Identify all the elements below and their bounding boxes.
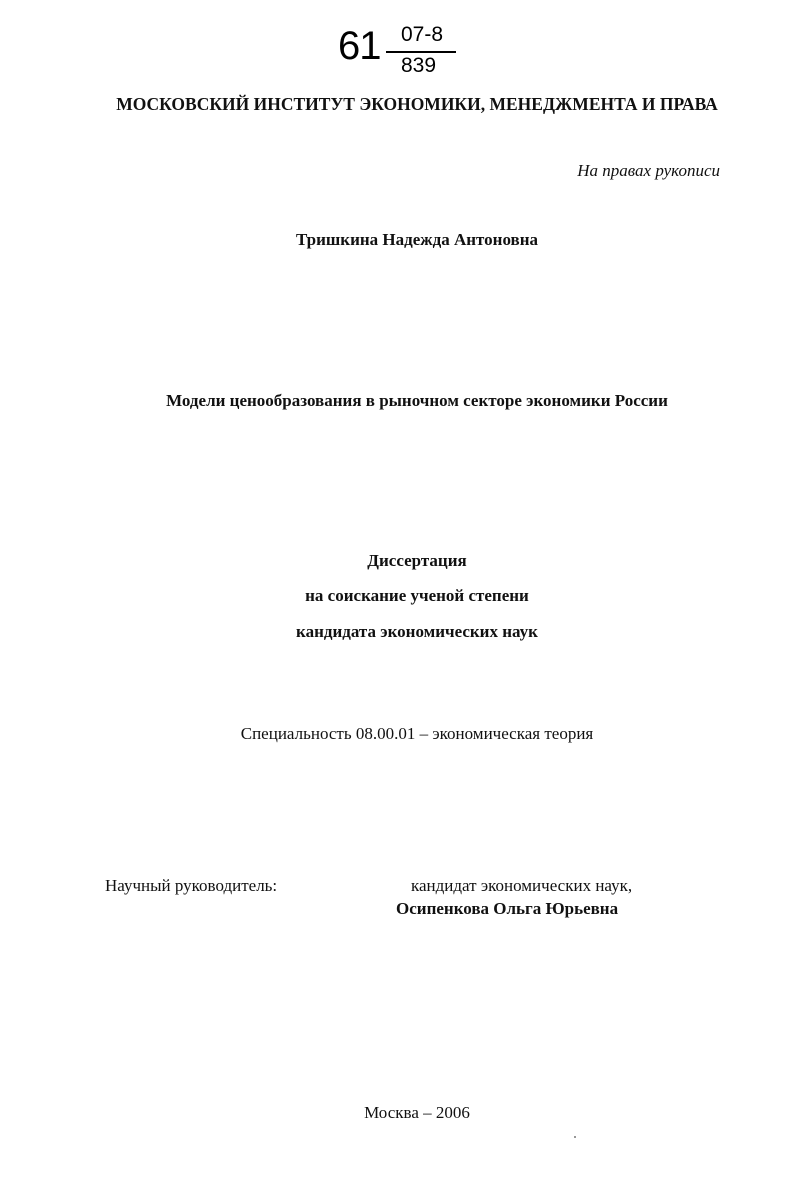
specialty: Специальность 08.00.01 – экономическая теория (240, 724, 594, 743)
author-name: Тришкина Надежда Антоновна (295, 230, 539, 249)
supervisor-label: Научный руководитель: (105, 876, 278, 895)
degree-name: кандидата экономических наук (296, 622, 538, 641)
dissertation-title: Модели ценообразования в рыночном секторе экономики России (166, 391, 668, 410)
supervisor-degree: кандидат экономических наук, (411, 876, 633, 895)
dissertation-label: Диссертация (367, 551, 467, 570)
catalog-stamp-numerator: 07-8 (401, 23, 444, 46)
city-year: Москва – 2006 (364, 1103, 470, 1122)
supervisor-name: Осипенкова Ольга Юрьевна (396, 899, 619, 918)
catalog-stamp-fraction-line (386, 51, 456, 53)
rights-note: На правах рукописи (577, 161, 720, 180)
catalog-stamp-main: 61 (338, 24, 381, 68)
institute-name: МОСКОВСКИЙ ИНСТИТУТ ЭКОНОМИКИ, МЕНЕДЖМЕНТА И ПРАВА (116, 94, 718, 114)
scan-speck (574, 1136, 576, 1138)
catalog-stamp-denominator: 839 (401, 54, 437, 77)
degree-purpose: на соискание ученой степени (305, 586, 529, 605)
